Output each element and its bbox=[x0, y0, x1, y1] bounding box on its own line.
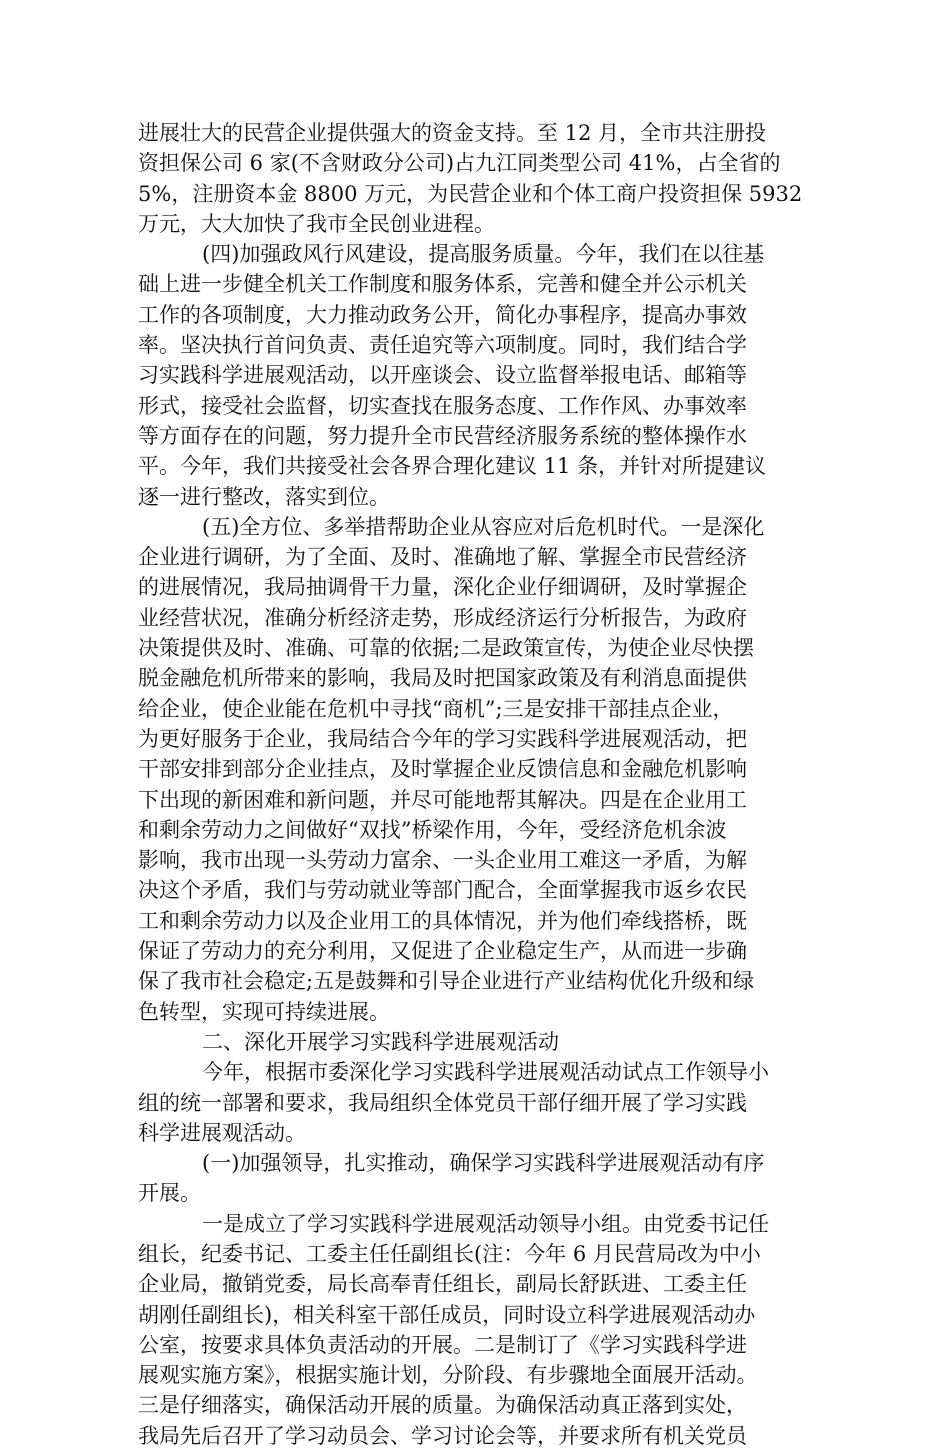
text-line: 工作的各项制度，大力推动政务公开，简化办事程序，提高办事效 bbox=[138, 302, 747, 327]
text-line: 公室，按要求具体负责活动的开展。二是制订了《学习实践科学进 bbox=[138, 1332, 747, 1357]
document-body bbox=[138, 118, 810, 1451]
text-line: 胡刚任副组长)，相关科室干部任成员，同时设立科学进展观活动办 bbox=[138, 1302, 756, 1327]
text-line: 给企业，使企业能在危机中寻找“商机”;三是安排干部挂点企业， bbox=[138, 696, 734, 721]
text-line: 开展。 bbox=[138, 1181, 201, 1206]
text-line: 逐一进行整改，落实到位。 bbox=[138, 484, 390, 509]
text-line: 的进展情况，我局抽调骨干力量，深化企业仔细调研，及时掌握企 bbox=[138, 575, 747, 600]
text-line: 5%，注册资本金 8800 万元，为民营企业和个体工商户投资担保 5932 bbox=[138, 181, 803, 206]
text-line: 色转型，实现可持续进展。 bbox=[138, 999, 390, 1024]
text-line: 三是仔细落实，确保活动开展的质量。为确保活动真正落到实处， bbox=[138, 1393, 747, 1418]
text-line: 进展壮大的民营企业提供强大的资金支持。至 12 月，全市共注册投 bbox=[138, 121, 767, 145]
paragraph-heading-line: (五)全方位、多举措帮助企业从容应对后危机时代。一是深化 bbox=[202, 514, 765, 539]
text-line: 等方面存在的问题，努力提升全市民营经济服务系统的整体操作水 bbox=[138, 423, 747, 448]
text-line: 础上进一步健全机关工作制度和服务体系，完善和健全并公示机关 bbox=[138, 272, 747, 297]
text-line: 资担保公司 6 家(不含财政分公司)占九江同类型公司 41%，占全省的 bbox=[138, 151, 781, 176]
text-line: 工和剩余劳动力以及企业用工的具体情况，并为他们牵线搭桥，既 bbox=[138, 908, 747, 933]
paragraph-heading-line: (四)加强政风行风建设，提高服务质量。今年，我们在以往基 bbox=[202, 242, 765, 267]
section-heading: 二、深化开展学习实践科学进展观活动 bbox=[202, 1029, 559, 1054]
text-line: 保了我市社会稳定;五是鼓舞和引导企业进行产业结构优化升级和绿 bbox=[138, 969, 755, 994]
paragraph-start-line: 今年，根据市委深化学习实践科学进展观活动试点工作领导小 bbox=[202, 1060, 769, 1085]
text-line: 展观实施方案》，根据实施计划，分阶段、有步骤地全面展开活动。 bbox=[138, 1363, 758, 1388]
text-line: 下出现的新困难和新问题，并尽可能地帮其解决。四是在企业用工 bbox=[138, 787, 747, 812]
text-line: 企业局，撤销党委，局长高奉青任组长，副局长舒跃进、工委主任 bbox=[138, 1272, 747, 1297]
text-line: 和剩余劳动力之间做好“双找”桥梁作用，今年，受经济危机余波 bbox=[138, 817, 727, 842]
text-line: 影响，我市出现一头劳动力富余、一头企业用工难这一矛盾，为解 bbox=[138, 848, 747, 873]
text-line: 脱金融危机所带来的影响，我局及时把国家政策及有利消息面提供 bbox=[138, 666, 747, 691]
text-line: 业经营状况，准确分析经济走势，形成经济运行分析报告，为政府 bbox=[138, 605, 747, 630]
text-line: 形式，接受社会监督，切实查找在服务态度、工作作风、办事效率 bbox=[138, 393, 747, 418]
text-line: 万元，大大加快了我市全民创业进程。 bbox=[138, 211, 495, 236]
text-line: 率。坚决执行首问负责、责任追究等六项制度。同时，我们结合学 bbox=[138, 333, 747, 358]
paragraph-heading-line: (一)加强领导，扎实推动，确保学习实践科学进展观活动有序 bbox=[202, 1151, 765, 1176]
text-line: 干部安排到部分企业挂点，及时掌握企业反馈信息和金融危机影响 bbox=[138, 757, 747, 782]
text-line: 组长，纪委书记、工委主任任副组长(注：今年 6 月民营局改为中小 bbox=[138, 1241, 761, 1266]
text-line: 习实践科学进展观活动，以开座谈会、设立监督举报电话、邮箱等 bbox=[138, 363, 747, 388]
text-line: 科学进展观活动。 bbox=[138, 1120, 306, 1145]
text-line: 决这个矛盾，我们与劳动就业等部门配合，全面掌握我市返乡农民 bbox=[138, 878, 747, 903]
text-line: 我局先后召开了学习动员会、学习讨论会等，并要求所有机关党员 bbox=[138, 1423, 747, 1448]
text-line: 企业进行调研，为了全面、及时、准确地了解、掌握全市民营经济 bbox=[138, 545, 747, 570]
paragraph-start-line: 一是成立了学习实践科学进展观活动领导小组。由党委书记任 bbox=[202, 1211, 769, 1236]
text-line: 平。今年，我们共接受社会各界合理化建议 11 条，并针对所提建议 bbox=[138, 454, 767, 479]
text-line: 为更好服务于企业，我局结合今年的学习实践科学进展观活动，把 bbox=[138, 726, 747, 751]
text-line: 决策提供及时、准确、可靠的依据;二是政策宣传，为使企业尽快摆 bbox=[138, 636, 755, 661]
text-line: 组的统一部署和要求，我局组织全体党员干部仔细开展了学习实践 bbox=[138, 1090, 747, 1115]
text-line: 保证了劳动力的充分利用，又促进了企业稳定生产，从而进一步确 bbox=[138, 939, 747, 964]
